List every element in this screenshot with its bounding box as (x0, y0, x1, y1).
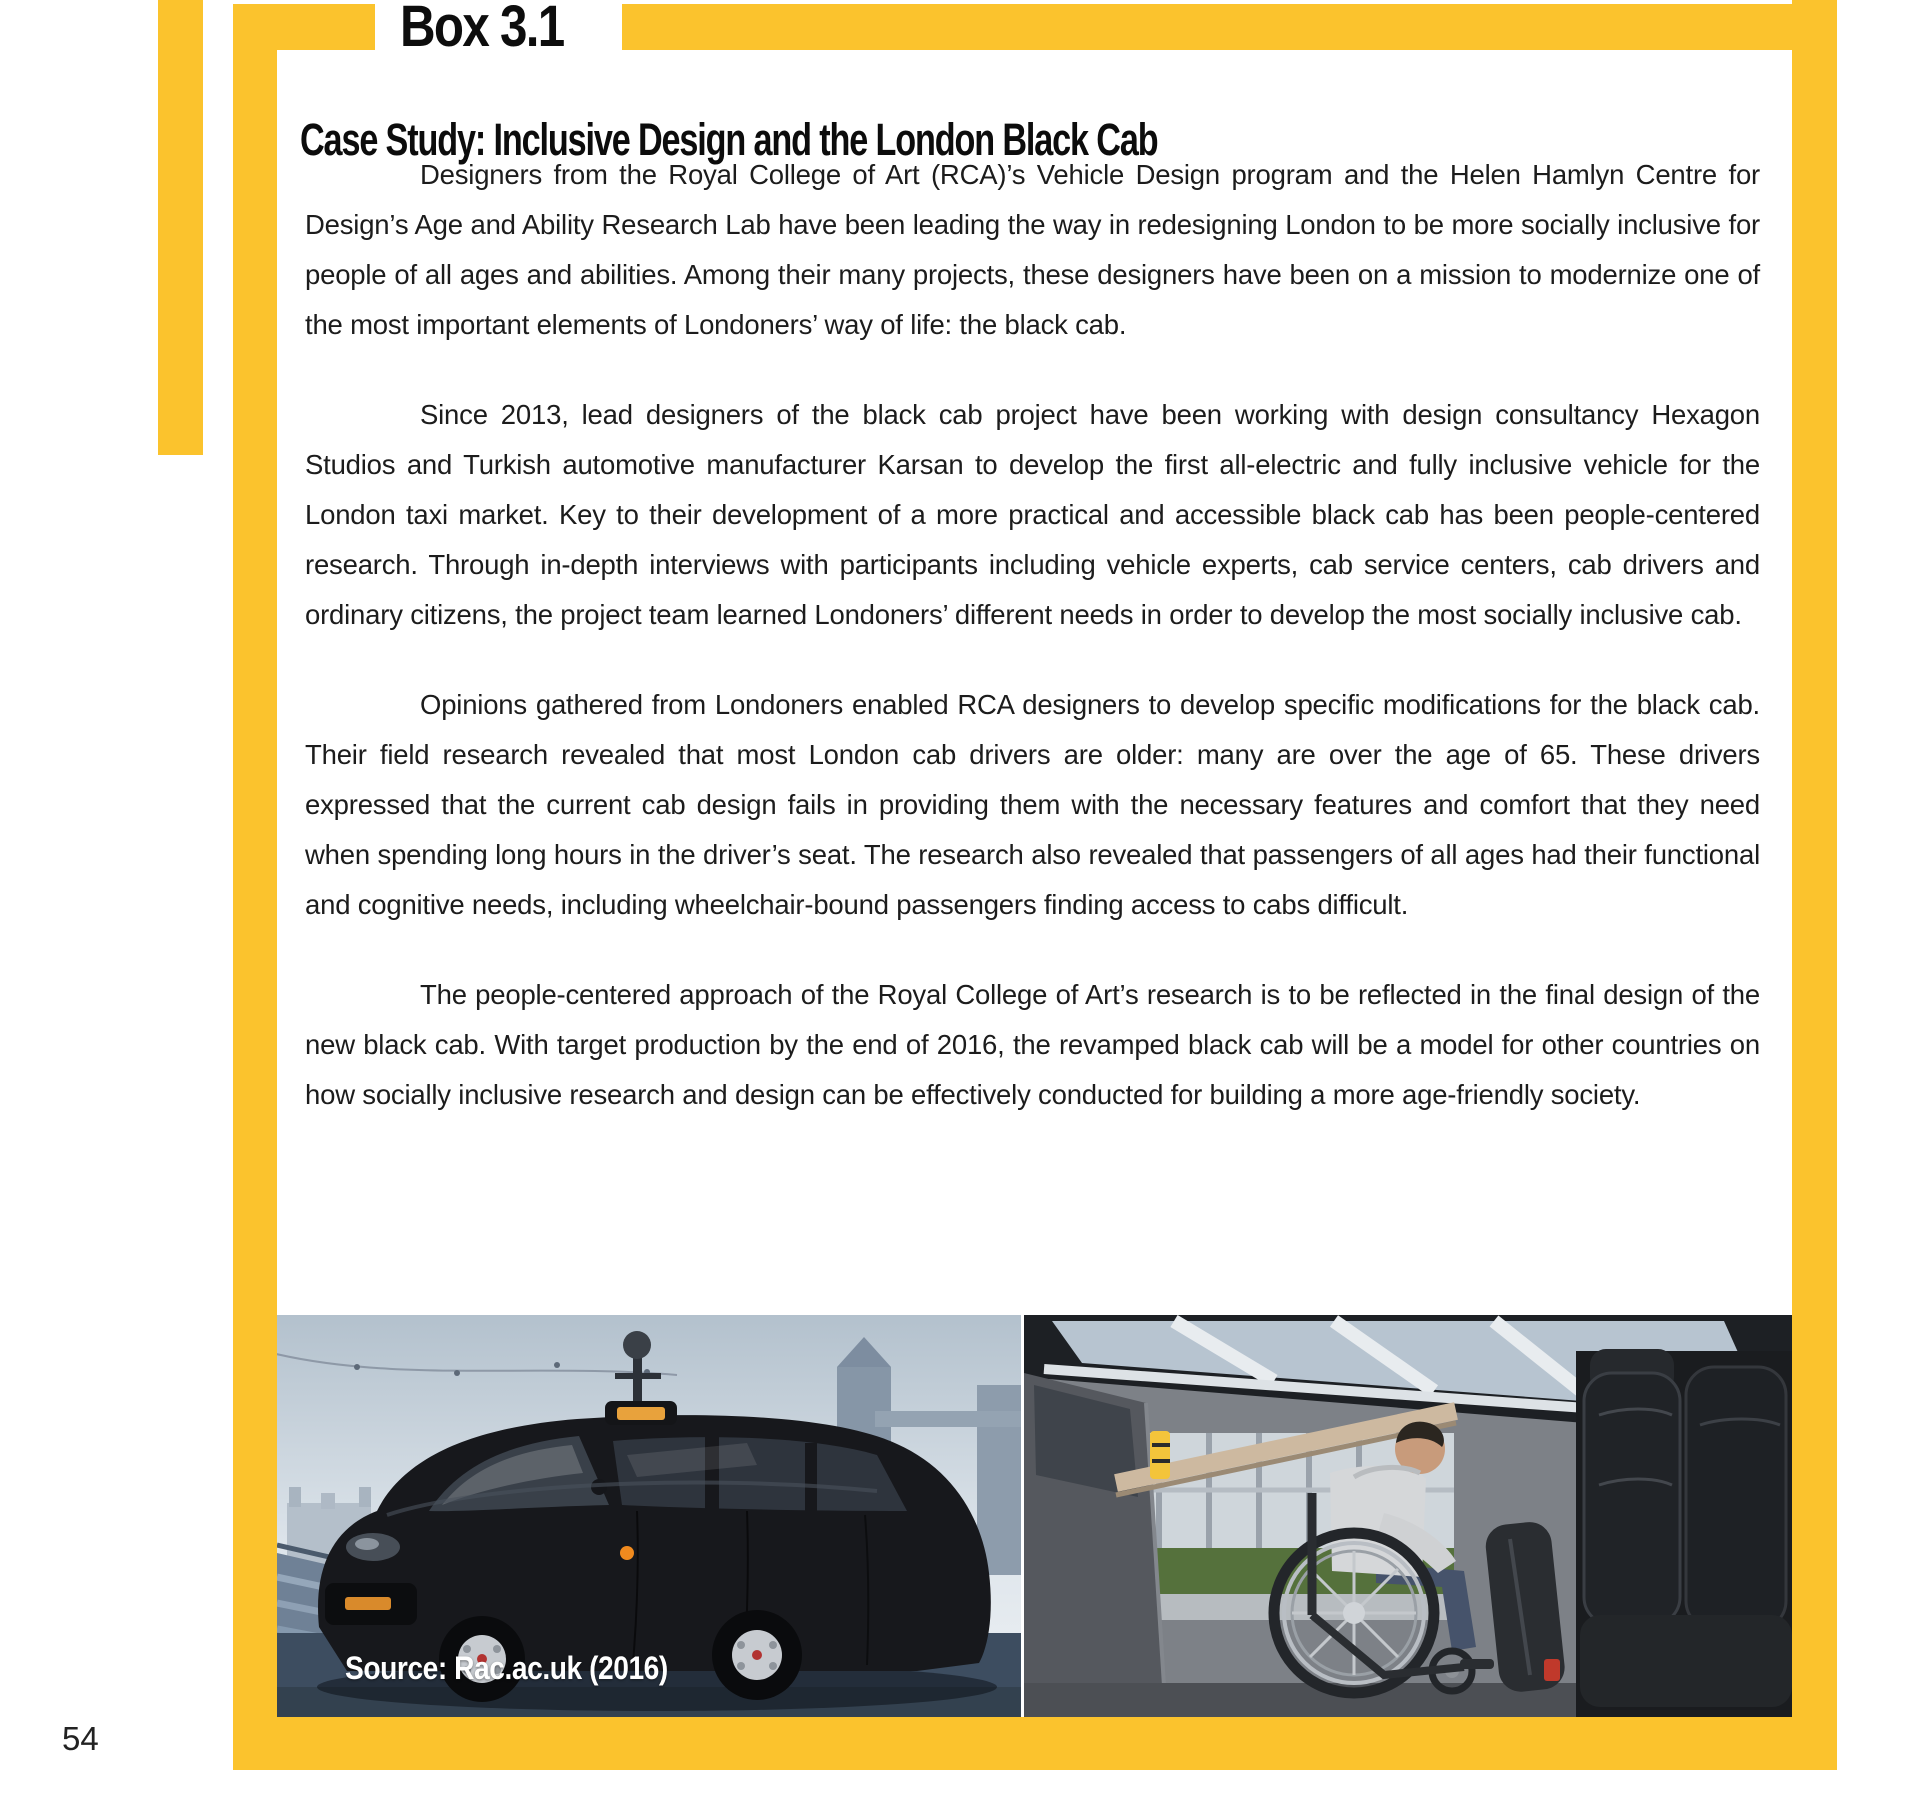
case-study-heading: Case Study: Inclusive Design and the London Black Cab (300, 114, 1158, 166)
paragraph-1: Designers from the Royal College of Art (RCA)’s Vehicle Design program and the Helen Hamlyn Centre for Design’s Age and Ability Research Lab have been leading the way in redesigning London to be more socially inclusive for people of all ages and abilities. Among their many projects, these designers have been on a mission to modernize one of the most important elements of Londoners’ way of life: the black cab. (305, 159, 1760, 340)
cab-interior-photo (1024, 1315, 1792, 1717)
frame-bottom-bar (233, 1717, 1837, 1770)
left-accent-bar (158, 0, 203, 455)
frame-right-bar (1792, 0, 1837, 1770)
body-text (305, 150, 1760, 1160)
photo-source-caption: Source: Rac.ac.uk (2016) (345, 1650, 668, 1686)
frame-left-bar (233, 4, 277, 1770)
paragraph-2: Since 2013, lead designers of the black cab project have been working with design consultancy Hexagon Studios and Turkish automotive manufacturer Karsan to develop the first all-electric and fully inclusive vehicle for the London taxi market. Key to their development of a more practical and accessible black cab has been people-centered research. Through in-depth interviews with participants including vehicle experts, cab service centers, cab drivers and ordinary citizens, the project team learned Londoners’ different needs in order to develop the most socially inclusive cab. (305, 399, 1760, 630)
page-number: 54 (62, 1720, 99, 1757)
box-number-label: Box 3.1 (400, 0, 564, 59)
frame-top-bar-right (622, 4, 1792, 50)
paragraph-4: The people-centered approach of the Royal College of Art’s research is to be reflected in the final design of the new black cab. With target production by the end of 2016, the revamped black cab will be a model for other countries on how socially inclusive research and design can be effectively conducted for building a more age-friendly society. (305, 979, 1760, 1110)
paragraph-3: Opinions gathered from Londoners enabled RCA designers to develop specific modifications for the black cab. Their field research revealed that most London cab drivers are older: many are over the age of 65. These drivers expressed that the current cab design fails in providing them with the necessary features and comfort that they need when spending long hours in the driver’s seat. The research also revealed that passengers of all ages had their functional and cognitive needs, including wheelchair-bound passengers finding access to cabs difficult. (305, 689, 1760, 920)
